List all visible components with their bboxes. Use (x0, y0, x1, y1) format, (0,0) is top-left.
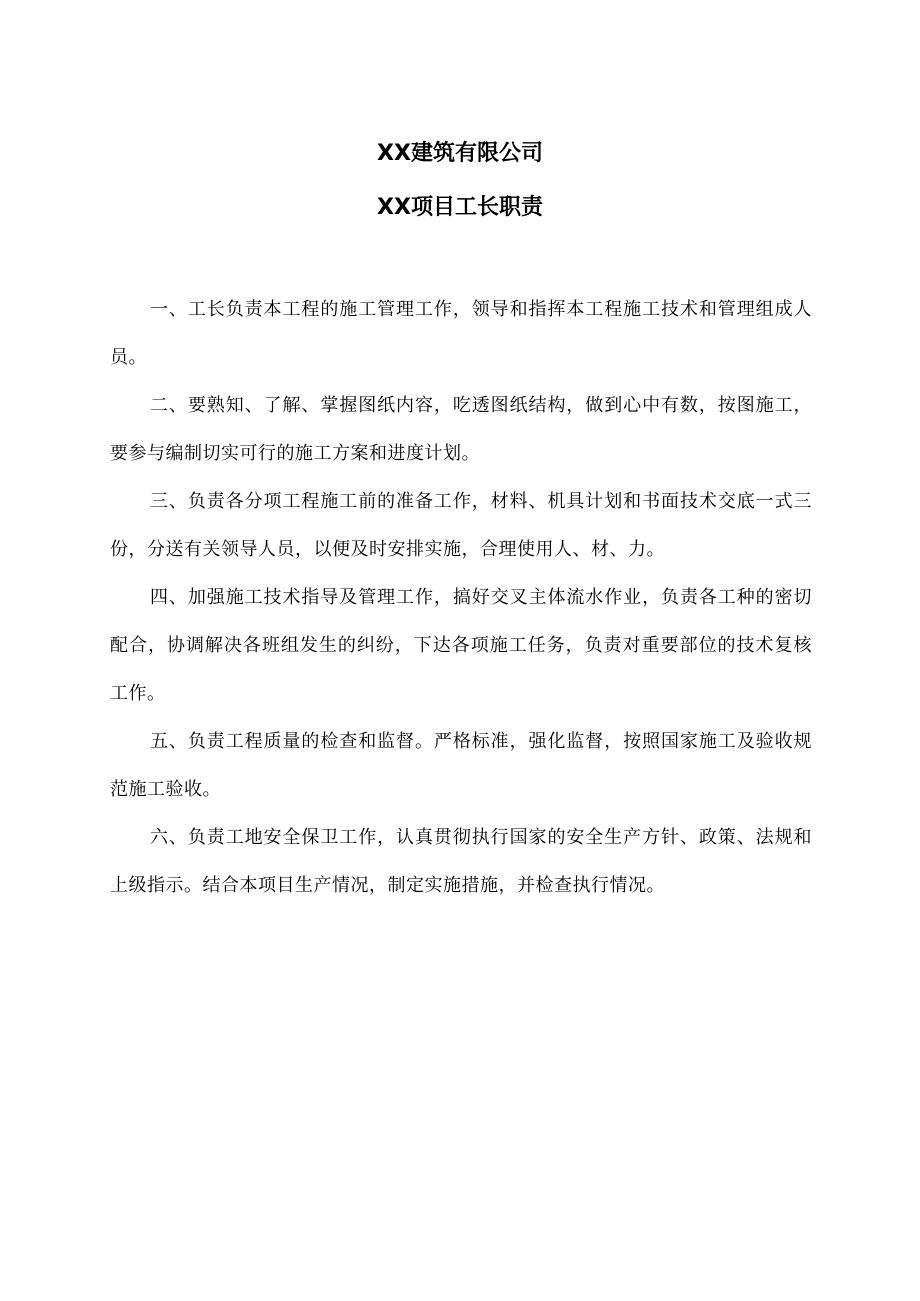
paragraph-3: 三、负责各分项工程施工前的准备工作，材料、机具计划和书面技术交底一式三份，分送有关领导人员，以便及时安排实施，合理使用人、材、力。 (110, 491, 812, 560)
company-name: XX建筑有限公司 (377, 141, 543, 166)
paragraph-2: 二、要熟知、了解、掌握图纸内容，吃透图纸结构，做到心中有数，按图施工，要参与编制切实可行的施工方案和进度计划。 (110, 395, 812, 464)
paragraph-1: 一、工长负责本工程的施工管理工作，领导和指挥本工程施工技术和管理组成人员。 (110, 299, 812, 368)
document-body (110, 286, 812, 910)
title-block (0, 138, 920, 224)
paragraph-6: 六、负责工地安全保卫工作，认真贯彻执行国家的安全生产方针、政策、法规和上级指示。结合本项目生产情况，制定实施措施，并检查执行情况。 (110, 827, 812, 896)
paragraph-5: 五、负责工程质量的检查和监督。严格标准，强化监督，按照国家施工及验收规范施工验收。 (110, 731, 812, 800)
paragraph-4: 四、加强施工技术指导及管理工作，搞好交叉主体流水作业，负责各工种的密切配合，协调解决各班组发生的纠纷，下达各项施工任务，负责对重要部位的技术复核工作。 (110, 587, 812, 704)
document-title: XX项目工长职责 (377, 195, 543, 220)
